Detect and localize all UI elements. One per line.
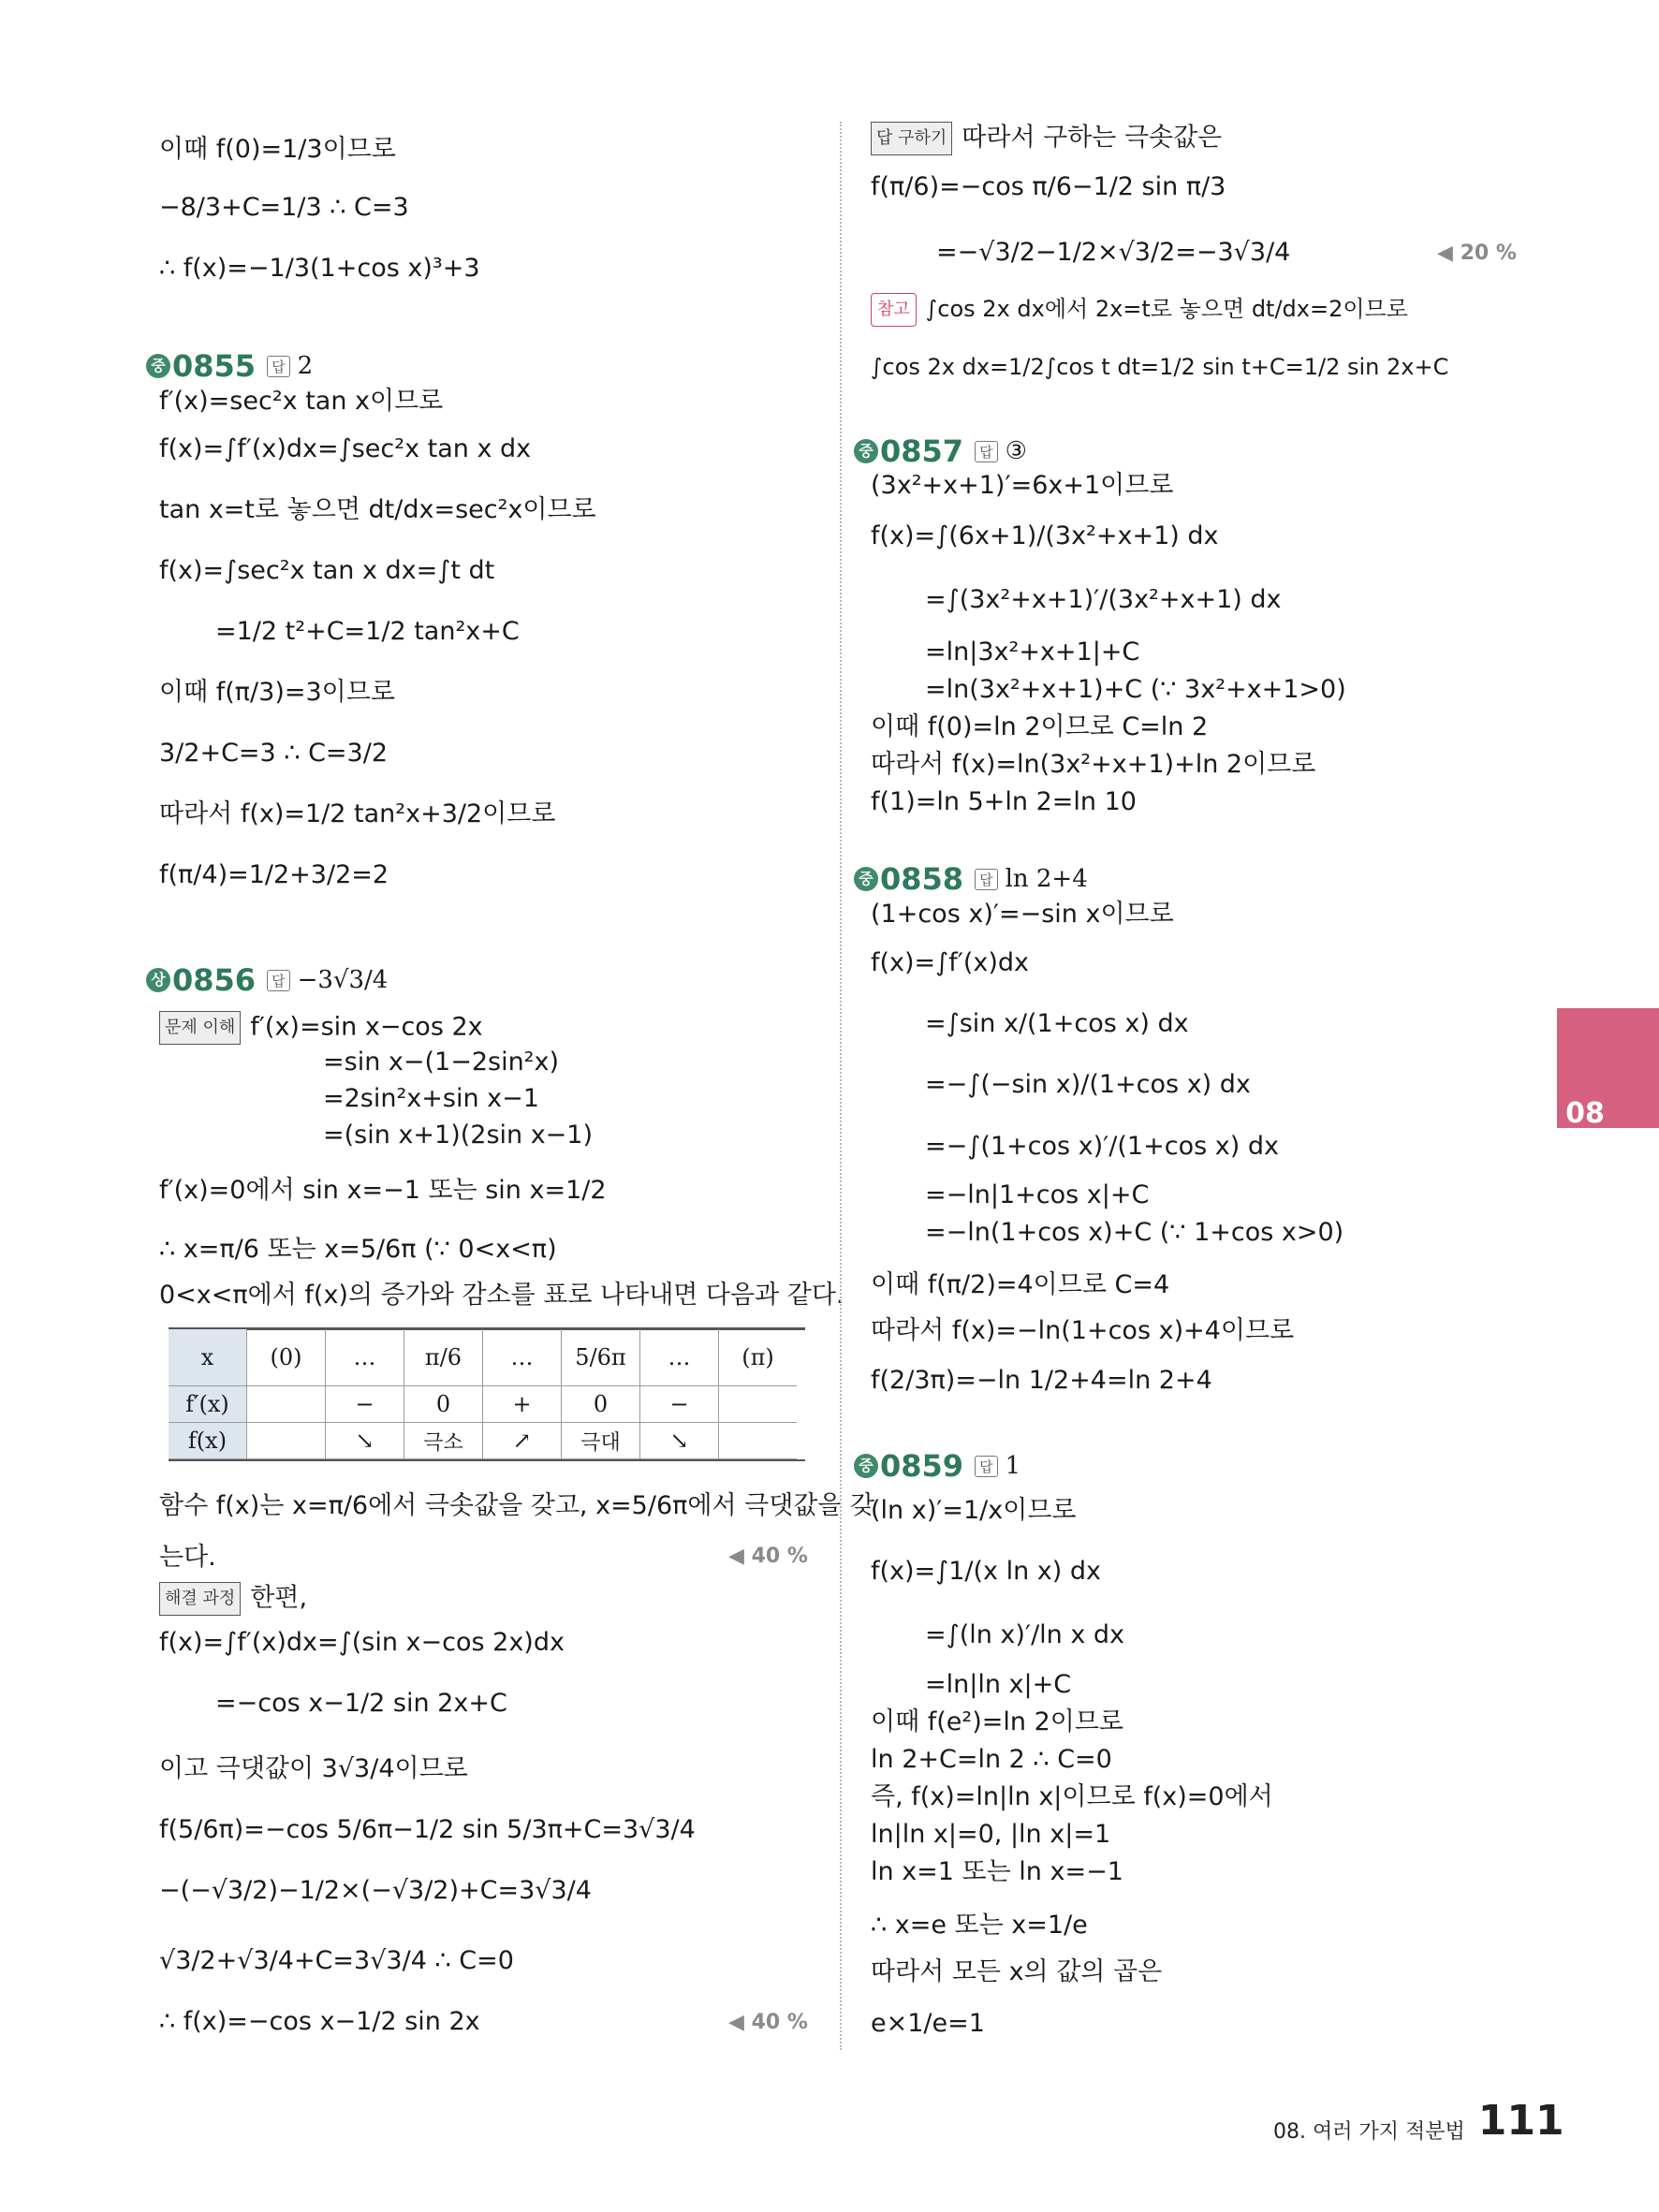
text-line: f(x)=∫1/(x ln x) dx	[871, 1557, 1102, 1586]
level-badge: 상	[146, 968, 170, 992]
table-bottom-rule	[169, 1459, 805, 1461]
answer-value: −3√3/4	[297, 966, 389, 994]
percent-label: ◀ 40 %	[728, 2011, 808, 2034]
text-line: =ln|3x²+x+1|+C	[925, 637, 1140, 667]
table-cell: 극대	[562, 1423, 640, 1459]
text-line	[871, 122, 1222, 155]
chapter-side-tab	[1557, 1008, 1659, 1128]
page-number: 111	[1477, 2097, 1564, 2145]
table-cell: ↘	[640, 1423, 719, 1459]
text-line: ln|ln x|=0, |ln x|=1	[871, 1820, 1111, 1849]
text-line: =∫sin x/(1+cos x) dx	[925, 1009, 1189, 1038]
text-line: √3/2+√3/4+C=3√3/4 ∴ C=0	[159, 1946, 514, 1975]
text-line: 따라서 모든 x의 값의 곱은	[871, 1957, 1163, 1986]
text-line: f(π/6)=−cos π/6−1/2 sin π/3	[871, 172, 1226, 201]
text-line: f(x)=∫f′(x)dx=∫(sin x−cos 2x)dx	[159, 1628, 565, 1657]
table-cell: f(x)	[169, 1423, 247, 1459]
answer-step-tag: 답 구하기	[871, 122, 952, 155]
text-line: e×1/e=1	[871, 2009, 985, 2038]
text-line: ∴ f(x)=−cos x−1/2 sin 2x	[159, 2007, 480, 2036]
text-line: f(π/4)=1/2+3/2=2	[159, 860, 389, 889]
text-line: =∫(ln x)′/ln x dx	[925, 1620, 1125, 1649]
problem-number: 0857	[880, 433, 964, 469]
text-line: =−ln(1+cos x)+C (∵ 1+cos x>0)	[925, 1218, 1344, 1247]
table-cell: …	[640, 1329, 719, 1386]
level-badge: 중	[854, 1454, 878, 1478]
problem-header-0859	[854, 1448, 1020, 1484]
problem-number: 0858	[880, 861, 964, 897]
text-line: (ln x)′=1/x이므로	[871, 1496, 1077, 1525]
table-cell: +	[483, 1386, 562, 1423]
text-line: −(−√3/2)−1/2×(−√3/2)+C=3√3/4	[159, 1876, 592, 1905]
text-line: ∴ f(x)=−1/3(1+cos x)³+3	[159, 254, 480, 283]
table-cell: x	[169, 1329, 247, 1386]
answer-value: 1	[1005, 1452, 1021, 1480]
text-line: 이때 f(0)=1/3이므로	[159, 135, 396, 164]
chapter-title: 08. 여러 가지 적분법	[1273, 2120, 1465, 2144]
answer-tag: 답	[975, 1456, 998, 1477]
text-line: =2sin²x+sin x−1	[323, 1084, 539, 1113]
problem-header-0856	[146, 962, 388, 998]
percent-label: ◀ 20 %	[1437, 242, 1517, 265]
text-line: =−ln|1+cos x|+C	[925, 1180, 1150, 1209]
text-line: 이고 극댓값이 3√3/4이므로	[159, 1754, 468, 1783]
table-row	[169, 1386, 797, 1423]
text-line: tan x=t로 놓으면 dt/dx=sec²x이므로	[159, 495, 596, 524]
answer-tag: 답	[975, 441, 998, 462]
text-line: 따라서 f(x)=ln(3x²+x+1)+ln 2이므로	[871, 750, 1316, 779]
text-line: 는다.	[159, 1543, 216, 1572]
chapter-tab-label: 08	[1565, 1097, 1605, 1130]
text-line: =−∫(−sin x)/(1+cos x) dx	[925, 1070, 1251, 1099]
text-line: 이때 f(e²)=ln 2이므로	[871, 1707, 1123, 1736]
table-cell: π/6	[404, 1329, 483, 1386]
text-line: 따라서 f(x)=−ln(1+cos x)+4이므로	[871, 1316, 1295, 1345]
text-line: f(x)=∫(6x+1)/(3x²+x+1) dx	[871, 521, 1219, 550]
text-line: 이때 f(π/3)=3이므로	[159, 678, 395, 707]
table-cell: (0)	[247, 1329, 326, 1386]
answer-tag: 답	[975, 869, 998, 890]
level-badge: 중	[854, 439, 878, 463]
level-badge: 중	[854, 867, 878, 891]
problem-number: 0859	[880, 1448, 964, 1484]
process-tag: 해결 과정	[159, 1582, 241, 1616]
text-line: 3/2+C=3 ∴ C=3/2	[159, 739, 389, 768]
text-line: −8/3+C=1/3 ∴ C=3	[159, 193, 409, 222]
text-line: f(x)=∫f′(x)dx	[871, 948, 1030, 977]
text-line: 따라서 f(x)=1/2 tan²x+3/2이므로	[159, 799, 556, 828]
table-row	[169, 1423, 797, 1459]
table-cell: (π)	[719, 1329, 798, 1386]
text-line: (1+cos x)′=−sin x이므로	[871, 900, 1174, 929]
table-cell: 0	[562, 1386, 640, 1423]
text-line: f′(x)=sec²x tan x이므로	[159, 387, 444, 416]
percent-label: ◀ 40 %	[728, 1545, 808, 1568]
text-line: 0<x<π에서 f(x)의 증가와 감소를 표로 나타내면 다음과 같다.	[159, 1281, 844, 1310]
answer-value: 2	[297, 352, 314, 380]
problem-header-0858	[854, 861, 1088, 897]
table-cell	[247, 1423, 326, 1459]
text-line: ln x=1 또는 ln x=−1	[871, 1857, 1123, 1886]
table-cell: ↘	[326, 1423, 404, 1459]
note-text: ∫cos 2x dx에서 2x=t로 놓으면 dt/dx=2이므로	[925, 296, 1408, 322]
table-row	[169, 1329, 797, 1386]
problem-number: 0856	[172, 962, 257, 998]
text-line: =ln|ln x|+C	[925, 1670, 1072, 1699]
text-line: f(5/6π)=−cos 5/6π−1/2 sin 5/3π+C=3√3/4	[159, 1815, 696, 1844]
text-line: f(1)=ln 5+ln 2=ln 10	[871, 787, 1137, 816]
text: 따라서 구하는 극솟값은	[962, 123, 1223, 153]
text-line: f′(x)=0에서 sin x=−1 또는 sin x=1/2	[159, 1176, 607, 1205]
answer-tag: 답	[267, 970, 290, 991]
page-footer	[1273, 2097, 1564, 2145]
problem-number: 0855	[172, 348, 257, 384]
text-line: =−∫(1+cos x)′/(1+cos x) dx	[925, 1132, 1279, 1161]
text-line: =ln(3x²+x+1)+C (∵ 3x²+x+1>0)	[925, 675, 1346, 704]
formula: f′(x)=sin x−cos 2x	[250, 1012, 483, 1042]
text-line: (3x²+x+1)′=6x+1이므로	[871, 471, 1174, 500]
table-cell	[719, 1423, 798, 1459]
table-cell: 0	[404, 1386, 483, 1423]
note-tag: 참고	[871, 293, 917, 327]
text-line: =−√3/2−1/2×√3/2=−3√3/4	[936, 238, 1291, 267]
text-line: =−cos x−1/2 sin 2x+C	[215, 1689, 507, 1718]
text-line: 이때 f(π/2)=4이므로 C=4	[871, 1270, 1170, 1299]
problem-header-0857	[854, 433, 1027, 469]
text-line: f(x)=∫sec²x tan x dx=∫t dt	[159, 556, 495, 585]
table-cell: …	[326, 1329, 404, 1386]
table-cell: ↗	[483, 1423, 562, 1459]
level-badge: 중	[146, 354, 170, 378]
text-line: 이때 f(0)=ln 2이므로 C=ln 2	[871, 712, 1209, 741]
table-cell: −	[640, 1386, 719, 1423]
understand-tag: 문제 이해	[159, 1011, 241, 1045]
text-line: ∴ x=e 또는 x=1/e	[871, 1911, 1088, 1940]
increase-decrease-table	[169, 1329, 797, 1459]
text-line: f(2/3π)=−ln 1/2+4=ln 2+4	[871, 1366, 1212, 1395]
text-line	[159, 1582, 307, 1616]
problem-header-0855	[146, 348, 313, 384]
table-cell	[719, 1386, 798, 1423]
text-line: 즉, f(x)=ln|ln x|이므로 f(x)=0에서	[871, 1782, 1273, 1811]
text-line	[159, 1011, 483, 1045]
text-line: ∴ x=π/6 또는 x=5/6π (∵ 0<x<π)	[159, 1235, 557, 1264]
text-line: =(sin x+1)(2sin x−1)	[323, 1121, 594, 1150]
text-line: 함수 f(x)는 x=π/6에서 극솟값을 갖고, x=5/6π에서 극댓값을 갖	[159, 1491, 875, 1520]
table-cell: −	[326, 1386, 404, 1423]
text-line	[871, 293, 1408, 327]
text: 한편,	[250, 1583, 308, 1613]
answer-value: ln 2+4	[1005, 865, 1088, 893]
table-cell: 극소	[404, 1423, 483, 1459]
table-cell	[247, 1386, 326, 1423]
table-cell: …	[483, 1329, 562, 1386]
table-cell: f′(x)	[169, 1386, 247, 1423]
text-line: ln 2+C=ln 2 ∴ C=0	[871, 1745, 1112, 1774]
text-line: ∫cos 2x dx=1/2∫cos t dt=1/2 sin t+C=1/2 sin 2x+C	[871, 354, 1449, 380]
answer-value: ③	[1005, 437, 1027, 465]
text-line: =sin x−(1−2sin²x)	[323, 1047, 560, 1077]
answer-tag: 답	[267, 356, 290, 377]
text-line: f(x)=∫f′(x)dx=∫sec²x tan x dx	[159, 434, 532, 463]
table-cell: 5/6π	[562, 1329, 640, 1386]
text-line: =1/2 t²+C=1/2 tan²x+C	[215, 617, 520, 646]
text-line: =∫(3x²+x+1)′/(3x²+x+1) dx	[925, 585, 1282, 614]
column-divider	[840, 122, 842, 2050]
